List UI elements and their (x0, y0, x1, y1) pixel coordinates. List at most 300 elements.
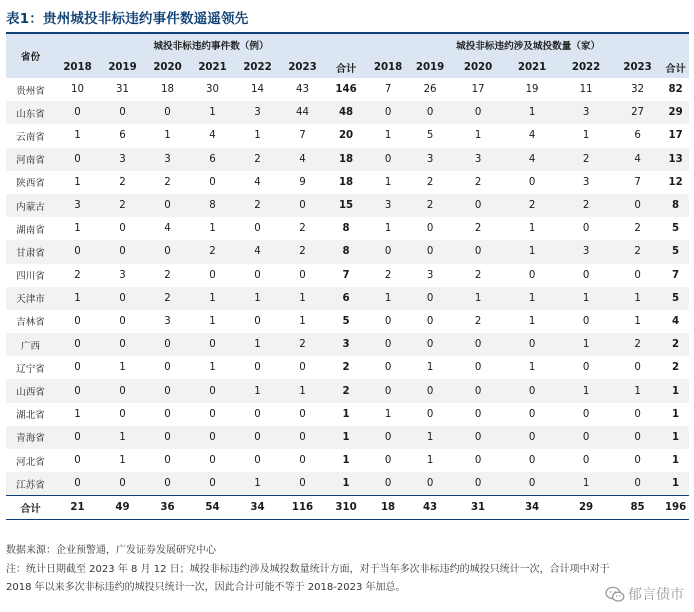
cities-cell: 2 (634, 223, 641, 235)
cities-cell: 0 (451, 333, 505, 356)
province-cell: 甘肃省 (6, 240, 55, 263)
events-cell: 0 (55, 333, 100, 356)
cities-cell: 1 (367, 287, 409, 310)
cities-cell: 2 (613, 240, 662, 263)
province-cell: 湖南省 (16, 224, 45, 236)
cities-cell: 1 (384, 130, 392, 142)
events-cell: 4 (254, 176, 261, 188)
cities-cell: 2 (559, 148, 613, 171)
events-cell: 0 (145, 379, 190, 402)
cities-cell: 1 (384, 176, 392, 188)
events-cell: 0 (55, 379, 100, 402)
events-cell: 1 (164, 130, 171, 142)
province-cell: 吉林省 (16, 317, 45, 329)
events-cell: 1 (119, 362, 126, 374)
cities-cell: 0 (409, 101, 451, 124)
events-cell: 0 (55, 426, 100, 449)
events-cell: 18 (161, 84, 174, 96)
cities-cell: 2 (505, 194, 559, 217)
cities-cell: 4 (505, 148, 559, 171)
cities-cell: 1 (559, 287, 613, 310)
events-cell: 3 (145, 148, 190, 171)
cities-cell: 0 (528, 176, 536, 188)
events-cell: 0 (74, 362, 81, 374)
events-cell: 1 (235, 379, 280, 402)
cities-cell: 1 (613, 379, 662, 402)
cities-cell: 1 (528, 223, 536, 235)
cities-cell: 0 (367, 426, 409, 449)
cities-cell: 0 (582, 315, 590, 327)
events-cell: 2 (280, 240, 325, 263)
cities-cell: 2 (409, 194, 451, 217)
cities-cell: 0 (582, 269, 590, 281)
province-cell: 湖北省 (16, 410, 45, 422)
events-cell: 0 (55, 148, 100, 171)
table-title: 表1：贵州城投非标违约事件数遥遥领先 (6, 11, 249, 27)
cities-cell: 0 (367, 472, 409, 495)
events-cell: 1 (235, 333, 280, 356)
cities-cell: 19 (525, 84, 539, 96)
cities-cell: 4 (528, 130, 536, 142)
cities-cell: 3 (426, 269, 434, 281)
cities-cell: 0 (582, 455, 590, 467)
cities-total-cell: 17 (668, 130, 683, 142)
table-body (6, 78, 689, 495)
cities-cell: 0 (528, 408, 536, 420)
province-cell: 广西 (6, 333, 55, 356)
watermark (603, 583, 686, 605)
events-cell: 0 (299, 455, 306, 467)
cities-cell: 0 (451, 426, 505, 449)
summary-events-cell: 34 (235, 495, 280, 519)
cities-total-cell: 82 (668, 84, 683, 96)
province-cell: 河北省 (16, 456, 45, 468)
cities-total-cell: 13 (662, 148, 689, 171)
default-events-table (6, 34, 689, 520)
footnote-line-1: 注：统计日期截至 2023 年 8 月 12 日；城投非标违约涉及城投数量统计方面，对于当年多次非标违约的城投只统计一次，合计项中对于 (6, 563, 610, 575)
cities-cell: 0 (367, 333, 409, 356)
wechat-icon (605, 586, 625, 603)
events-cell: 1 (190, 287, 235, 310)
cities-cell: 0 (384, 362, 392, 374)
cities-total-cell: 4 (672, 315, 680, 327)
summary-events-total: 310 (325, 495, 367, 519)
events-cell: 0 (254, 362, 261, 374)
table-row (6, 333, 689, 356)
cities-cell: 0 (582, 362, 590, 374)
cities-total-cell: 5 (662, 287, 689, 310)
summary-events-cell: 49 (100, 495, 145, 519)
events-cell: 0 (145, 194, 190, 217)
cities-cell: 0 (451, 240, 505, 263)
events-year-header: 2023 (280, 56, 325, 78)
events-cell: 1 (235, 287, 280, 310)
events-total-cell: 1 (342, 455, 350, 467)
summary-cities-cell: 31 (451, 495, 505, 519)
events-cell: 0 (164, 362, 171, 374)
cities-cell: 0 (634, 455, 641, 467)
table-row (6, 240, 689, 263)
cities-cell: 0 (505, 426, 559, 449)
events-cell: 0 (209, 455, 216, 467)
table-row (6, 379, 689, 402)
events-cell: 0 (299, 269, 306, 281)
events-cell: 0 (190, 333, 235, 356)
events-cell: 0 (119, 315, 126, 327)
events-cell: 0 (235, 426, 280, 449)
cities-cell: 0 (528, 455, 536, 467)
cities-cell: 1 (426, 362, 434, 374)
cities-cell: 1 (505, 287, 559, 310)
events-cell: 3 (119, 269, 126, 281)
province-cell: 内蒙古 (6, 194, 55, 217)
events-group-header: 城投非标违约事件数（例） (55, 34, 367, 56)
cities-cell: 27 (613, 101, 662, 124)
events-cell: 0 (164, 455, 171, 467)
events-cell: 1 (254, 130, 261, 142)
events-cell: 0 (145, 333, 190, 356)
cities-cell: 7 (634, 176, 641, 188)
cities-total-cell: 2 (672, 362, 680, 374)
source-note: 数据来源：企业预警通，广发证券发展研究中心 (6, 545, 216, 556)
cities-cell: 0 (634, 269, 641, 281)
events-total-cell: 5 (342, 315, 350, 327)
cities-cell: 6 (634, 130, 641, 142)
summary-events-cell: 21 (55, 495, 100, 519)
events-cell: 0 (145, 426, 190, 449)
events-year-header: 2020 (145, 56, 190, 78)
cities-cell: 0 (409, 472, 451, 495)
cities-total-cell: 7 (672, 269, 680, 281)
events-cell: 1 (209, 315, 216, 327)
events-cell: 8 (190, 194, 235, 217)
cities-total-cell: 5 (662, 240, 689, 263)
table-row (6, 287, 689, 310)
events-year-header: 2021 (190, 56, 235, 78)
events-cell: 0 (119, 223, 126, 235)
table-row (6, 426, 689, 449)
cities-cell: 0 (409, 379, 451, 402)
events-cell: 1 (74, 130, 81, 142)
province-cell: 贵州省 (16, 85, 45, 97)
events-cell: 2 (145, 287, 190, 310)
events-cell: 0 (190, 379, 235, 402)
events-cell: 0 (55, 240, 100, 263)
table-row (6, 217, 689, 240)
cities-cell: 26 (423, 84, 437, 96)
cities-cell: 0 (582, 408, 590, 420)
events-cell: 0 (190, 472, 235, 495)
events-year-header: 2022 (235, 56, 280, 78)
province-cell: 云南省 (16, 131, 45, 143)
cities-cell: 0 (384, 455, 392, 467)
cities-cell: 0 (384, 315, 392, 327)
cities-cell: 2 (384, 269, 392, 281)
table-row (6, 101, 689, 124)
events-cell: 2 (74, 269, 81, 281)
cities-cell: 4 (613, 148, 662, 171)
cities-cell: 1 (559, 379, 613, 402)
events-cell: 14 (251, 84, 264, 96)
events-total-header: 合计 (325, 56, 367, 78)
cities-cell: 1 (409, 426, 451, 449)
events-cell: 10 (71, 84, 84, 96)
events-cell: 0 (119, 408, 126, 420)
events-total-cell: 2 (342, 362, 350, 374)
events-cell: 4 (280, 148, 325, 171)
cities-cell: 1 (559, 333, 613, 356)
events-cell: 1 (299, 315, 306, 327)
province-cell: 山西省 (6, 379, 55, 402)
cities-total-cell: 1 (662, 426, 689, 449)
cities-cell: 0 (367, 148, 409, 171)
province-cell: 江苏省 (6, 472, 55, 495)
notes (6, 542, 690, 598)
events-cell: 0 (74, 455, 81, 467)
cities-cell: 0 (634, 408, 641, 420)
cities-cell: 0 (613, 426, 662, 449)
events-cell: 30 (206, 84, 219, 96)
summary-cities-cell: 29 (559, 495, 613, 519)
cities-total-header: 合计 (662, 56, 689, 78)
cities-cell: 0 (451, 101, 505, 124)
table-row (6, 124, 689, 147)
cities-cell: 0 (505, 333, 559, 356)
events-cell: 6 (190, 148, 235, 171)
cities-total-cell: 1 (662, 472, 689, 495)
cities-cell: 17 (471, 84, 485, 96)
events-cell: 1 (74, 223, 81, 235)
events-cell: 3 (164, 315, 171, 327)
cities-cell: 1 (384, 408, 392, 420)
cities-cell: 5 (426, 130, 434, 142)
summary-cities-cell: 34 (505, 495, 559, 519)
events-cell: 0 (190, 426, 235, 449)
events-cell: 0 (209, 176, 216, 188)
events-cell: 0 (254, 455, 261, 467)
events-total-cell: 8 (325, 240, 367, 263)
cities-year-header: 2023 (613, 56, 662, 78)
cities-total-cell: 29 (662, 101, 689, 124)
province-cell: 陕西省 (16, 178, 45, 190)
events-cell: 0 (100, 472, 145, 495)
events-cell: 0 (55, 472, 100, 495)
events-cell: 9 (299, 176, 306, 188)
events-cell: 0 (209, 408, 216, 420)
cities-cell: 3 (559, 240, 613, 263)
cities-cell: 3 (409, 148, 451, 171)
events-total-cell: 146 (335, 84, 357, 96)
cities-total-cell: 8 (662, 194, 689, 217)
table-row (6, 264, 689, 287)
events-total-cell: 1 (325, 426, 367, 449)
cities-cell: 0 (409, 287, 451, 310)
cities-cell: 1 (426, 455, 434, 467)
events-cell: 1 (209, 223, 216, 235)
events-total-cell: 6 (325, 287, 367, 310)
cities-cell: 2 (474, 269, 482, 281)
events-cell: 1 (280, 287, 325, 310)
table-row (6, 171, 689, 194)
events-cell: 0 (299, 362, 306, 374)
events-cell: 0 (254, 315, 261, 327)
summary-cities-cell: 43 (409, 495, 451, 519)
events-cell: 7 (299, 130, 306, 142)
year-header-row (6, 56, 689, 78)
events-cell: 0 (55, 101, 100, 124)
cities-cell: 0 (634, 362, 641, 374)
cities-cell: 2 (474, 315, 482, 327)
summary-events-cell: 36 (145, 495, 190, 519)
cities-cell: 11 (579, 84, 593, 96)
cities-cell: 7 (384, 84, 392, 96)
events-cell: 0 (100, 287, 145, 310)
cities-cell: 0 (367, 379, 409, 402)
events-cell: 2 (235, 148, 280, 171)
cities-cell: 1 (474, 130, 482, 142)
cities-cell: 1 (528, 362, 536, 374)
cities-cell: 3 (559, 101, 613, 124)
events-cell: 2 (164, 269, 171, 281)
events-total-cell: 18 (325, 148, 367, 171)
cities-cell: 1 (582, 130, 590, 142)
watermark-text: 郁言债市 (628, 587, 684, 603)
events-total-cell: 1 (325, 472, 367, 495)
cities-cell: 0 (451, 194, 505, 217)
cities-total-cell: 2 (662, 333, 689, 356)
events-total-cell: 48 (325, 101, 367, 124)
cities-cell: 1 (384, 223, 392, 235)
events-cell: 0 (299, 408, 306, 420)
events-cell: 2 (299, 223, 306, 235)
table-row (6, 356, 689, 379)
events-cell: 3 (55, 194, 100, 217)
events-cell: 4 (209, 130, 216, 142)
events-year-header: 2019 (100, 56, 145, 78)
events-total-cell: 2 (325, 379, 367, 402)
cities-cell: 2 (474, 223, 482, 235)
cities-total-cell: 12 (668, 176, 683, 188)
events-cell: 0 (100, 240, 145, 263)
summary-cities-cell: 18 (367, 495, 409, 519)
events-year-header: 2018 (55, 56, 100, 78)
cities-cell: 1 (451, 287, 505, 310)
cities-cell: 1 (505, 101, 559, 124)
cities-cell: 3 (582, 176, 590, 188)
events-cell: 0 (254, 408, 261, 420)
table-row (6, 310, 689, 333)
events-cell: 2 (190, 240, 235, 263)
table-row (6, 472, 689, 495)
events-cell: 1 (74, 408, 81, 420)
cities-cell: 0 (613, 194, 662, 217)
cities-cell: 2 (426, 176, 434, 188)
events-cell: 0 (164, 408, 171, 420)
events-cell: 0 (100, 379, 145, 402)
cities-year-header: 2021 (505, 56, 559, 78)
cities-cell: 0 (426, 315, 434, 327)
events-total-cell: 8 (342, 223, 350, 235)
events-cell: 1 (74, 176, 81, 188)
cities-cell: 0 (426, 223, 434, 235)
events-total-cell: 1 (342, 408, 350, 420)
table-row (6, 449, 689, 472)
events-cell: 0 (280, 472, 325, 495)
events-total-cell: 20 (338, 130, 354, 142)
table-row (6, 194, 689, 217)
summary-cities-total: 196 (662, 495, 689, 519)
cities-cell: 0 (409, 240, 451, 263)
events-cell: 0 (209, 269, 216, 281)
events-total-cell: 18 (338, 176, 354, 188)
events-total-cell: 15 (325, 194, 367, 217)
events-total-cell: 3 (325, 333, 367, 356)
events-cell: 0 (280, 194, 325, 217)
cities-group-header: 城投非标违约涉及城投数量（家） (367, 34, 689, 56)
events-cell: 43 (296, 84, 309, 96)
province-cell: 山东省 (6, 101, 55, 124)
events-cell: 44 (280, 101, 325, 124)
cities-year-header: 2020 (451, 56, 505, 78)
cities-cell: 1 (559, 472, 613, 495)
cities-cell: 3 (451, 148, 505, 171)
events-cell: 0 (254, 269, 261, 281)
cities-cell: 1 (634, 315, 641, 327)
events-cell: 1 (55, 287, 100, 310)
province-cell: 四川省 (16, 271, 45, 283)
cities-cell: 32 (631, 84, 645, 96)
cities-cell: 0 (474, 362, 482, 374)
table-row (6, 148, 689, 171)
cities-total-cell: 1 (672, 455, 680, 467)
province-cell: 辽宁省 (16, 363, 45, 375)
cities-cell: 0 (474, 408, 482, 420)
cities-cell: 0 (409, 333, 451, 356)
cities-cell: 0 (613, 472, 662, 495)
events-cell: 0 (254, 223, 261, 235)
province-header: 省份 (6, 34, 55, 78)
cities-year-header: 2018 (367, 56, 409, 78)
cities-cell: 0 (451, 472, 505, 495)
cities-cell: 0 (367, 240, 409, 263)
cities-cell: 0 (367, 101, 409, 124)
events-cell: 2 (235, 194, 280, 217)
cities-cell: 2 (613, 333, 662, 356)
cities-cell: 0 (528, 269, 536, 281)
cities-cell: 0 (505, 379, 559, 402)
footnote-line-2: 2018 年以来多次非标违约的城投只统计一次，因此合计可能不等于 2018-2023 年加总。 (6, 582, 406, 593)
events-cell: 0 (280, 426, 325, 449)
events-cell: 0 (74, 315, 81, 327)
events-cell: 4 (235, 240, 280, 263)
events-cell: 2 (164, 176, 171, 188)
cities-cell: 1 (613, 287, 662, 310)
cities-cell: 0 (582, 223, 590, 235)
events-cell: 3 (100, 148, 145, 171)
cities-cell: 3 (367, 194, 409, 217)
events-cell: 1 (235, 472, 280, 495)
cities-cell: 0 (559, 426, 613, 449)
events-cell: 4 (164, 223, 171, 235)
table-row (6, 78, 689, 101)
events-cell: 2 (100, 194, 145, 217)
province-cell: 天津市 (6, 287, 55, 310)
events-cell: 1 (209, 362, 216, 374)
events-cell: 2 (280, 333, 325, 356)
events-cell: 1 (190, 101, 235, 124)
province-cell: 青海省 (6, 426, 55, 449)
events-cell: 2 (119, 176, 126, 188)
